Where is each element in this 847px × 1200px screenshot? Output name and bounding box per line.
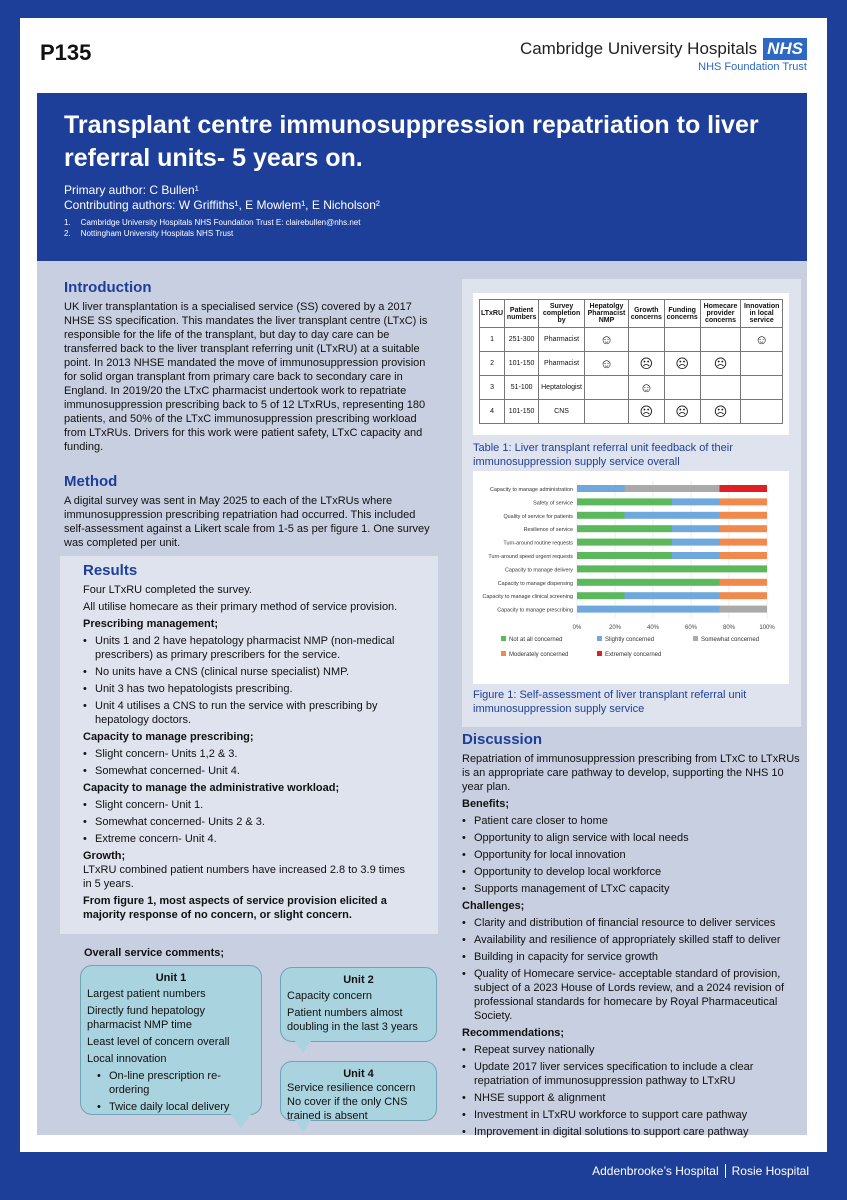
category-label: Capacity to manage administration: [490, 487, 573, 493]
list-item: • On-line prescription re-ordering: [97, 1069, 255, 1097]
table-header: Innovation in local service: [741, 300, 783, 328]
bar-segment: [720, 606, 768, 613]
category-label: Resilience of service: [523, 527, 573, 534]
poster: [20, 18, 827, 1152]
unit4-bubble: [280, 1061, 437, 1121]
self-assessment-chart: [473, 471, 789, 684]
list-item: • Patient care closer to home: [462, 814, 802, 828]
unit-cell: 4: [480, 400, 505, 424]
unit4-line: Service resilience concern: [287, 1082, 416, 1094]
unit-cell: 3: [480, 376, 505, 400]
frown-icon: ☹: [664, 400, 700, 424]
results-line: Four LTxRU completed the survey.: [83, 584, 252, 596]
table-cell: 251-300: [505, 328, 539, 352]
table-row: [480, 400, 783, 424]
introduction-section: [64, 279, 434, 454]
unit1-bullets: [97, 1069, 255, 1114]
legend-swatch: [501, 636, 506, 641]
table-cell: 101-150: [505, 352, 539, 376]
table-header: Homecare provider concerns: [700, 300, 741, 328]
table-header: Survey completion by: [539, 300, 585, 328]
capacity-list: [83, 747, 415, 778]
category-label: Capacity to manage dispensing: [497, 580, 573, 587]
list-item: • Somewhat concerned- Units 2 & 3.: [83, 815, 415, 829]
bar-segment: [577, 525, 672, 532]
discussion-title: Discussion: [462, 731, 543, 748]
table-cell: [700, 328, 741, 352]
category-label: Capacity to manage delivery: [504, 567, 573, 574]
bar-segment: [720, 498, 768, 505]
table-cell: 51-100: [505, 376, 539, 400]
list-item: • Building in capacity for service growth: [462, 950, 802, 964]
nhs-badge: NHS: [763, 38, 807, 60]
legend-label: Moderately concerned: [509, 652, 569, 658]
logo-name: Cambridge University Hospitals: [519, 39, 758, 58]
table-header: LTxRU: [480, 300, 505, 328]
table-header: Patient numbers: [505, 300, 539, 328]
list-item: • Twice daily local delivery: [97, 1100, 255, 1114]
authors: [64, 183, 780, 213]
table-cell: CNS: [539, 400, 585, 424]
unit2-line: Capacity concern: [287, 990, 372, 1002]
growth-text: LTxRU combined patient numbers have increased 2.8 to 3.9 times in 5 years.: [83, 864, 406, 890]
prescribing-title: Prescribing management;: [83, 618, 219, 630]
list-item: • Unit 3 has two hepatologists prescribing.: [83, 682, 415, 696]
unit1-line: Least level of concern overall: [87, 1036, 230, 1048]
legend-label: Slightly concerned: [605, 637, 655, 643]
bar-segment: [672, 525, 720, 532]
table-cell: [741, 400, 783, 424]
table-cell: [700, 376, 741, 400]
hospital-logo: [520, 38, 807, 73]
legend-label: Extremely concerned: [605, 652, 662, 658]
bar-segment: [720, 552, 768, 559]
chart-box: [473, 471, 789, 684]
unit2-bubble: [280, 967, 437, 1042]
list-item: • Unit 4 utilises a CNS to run the service with prescribing by hepatology doctors.: [83, 699, 415, 727]
admin-list: [83, 798, 415, 846]
unit2-title: Unit 2: [343, 974, 374, 986]
affiliation-text: Nottingham University Hospitals NHS Trust: [80, 229, 234, 238]
bar-segment: [672, 552, 720, 559]
list-item: • Repeat survey nationally: [462, 1043, 802, 1057]
table-cell: [664, 376, 700, 400]
table-cell: [741, 376, 783, 400]
bar-segment: [577, 498, 672, 505]
x-tick-label: 100%: [759, 625, 775, 631]
legend-swatch: [597, 636, 602, 641]
primary-author: Primary author: C Bullen¹: [64, 183, 199, 197]
table-row: [480, 328, 783, 352]
list-item: • Quality of Homecare service- acceptable standard of provision, subject of a 2023 House of Lords review, and a 2024 revision of professional standards for homecare by Royal Pharmaceutical Society.: [462, 967, 802, 1023]
frown-icon: ☹: [700, 400, 741, 424]
comments-title: Overall service comments;: [84, 947, 225, 959]
footer-hospital: Rosie Hospital: [731, 1164, 809, 1178]
x-tick-label: 20%: [608, 625, 622, 631]
contributing-authors: Contributing authors: W Griffiths¹, E Mowlem¹, E Nicholson²: [64, 198, 380, 212]
results-title: Results: [83, 562, 138, 579]
bar-segment: [625, 512, 720, 519]
list-item: • Slight concern- Units 1,2 & 3.: [83, 747, 415, 761]
affiliation: [64, 217, 780, 228]
figures-panel: [462, 279, 801, 727]
bar-segment: [577, 592, 625, 599]
list-item: • Improvement in digital solutions to support care pathway: [462, 1125, 802, 1139]
bar-segment: [672, 539, 720, 546]
list-item: • Update 2017 liver services specification to include a clear repatriation of immunosuppression pathway to LTxRU: [462, 1060, 802, 1088]
table-cell: Pharmacist: [539, 328, 585, 352]
bar-segment: [625, 485, 720, 492]
affiliation-num: 1.: [64, 218, 71, 227]
bar-segment: [577, 579, 720, 586]
category-label: Turn-around speed urgent requests: [488, 554, 573, 560]
list-item: • Opportunity for local innovation: [462, 848, 802, 862]
table-header-row: [480, 300, 783, 328]
growth-title: Growth;: [83, 850, 126, 862]
x-tick-label: 40%: [646, 625, 660, 631]
frown-icon: ☹: [664, 352, 700, 376]
challenges-list: [462, 916, 802, 1023]
affiliation: [64, 228, 780, 239]
table-row: [480, 376, 783, 400]
capacity-title: Capacity to manage prescribing;: [83, 731, 254, 743]
smile-icon: ☺: [628, 376, 664, 400]
bar-segment: [672, 498, 720, 505]
bar-segment: [720, 579, 768, 586]
table-row: [480, 352, 783, 376]
bar-segment: [577, 552, 672, 559]
table-cell: Heptatologist: [539, 376, 585, 400]
table-cell: [741, 352, 783, 376]
list-item: • No units have a CNS (clinical nurse specialist) NMP.: [83, 665, 415, 679]
admin-title: Capacity to manage the administrative workload;: [83, 782, 340, 794]
list-item: • NHSE support & alignment: [462, 1091, 802, 1105]
table-header: Funding concerns: [664, 300, 700, 328]
legend-swatch: [693, 636, 698, 641]
logo-trust: NHS Foundation Trust: [698, 61, 807, 73]
list-item: • Opportunity to align service with local needs: [462, 831, 802, 845]
affiliations: [64, 217, 780, 239]
recommendations-list: [462, 1043, 802, 1139]
results-summary: From figure 1, most aspects of service provision elicited a majority response of no concern, or slight concern.: [83, 895, 387, 921]
title-banner: [37, 93, 807, 261]
smile-icon: ☺: [584, 352, 628, 376]
table-header: Growth concerns: [628, 300, 664, 328]
list-item: • Availability and resilience of appropriately skilled staff to deliver: [462, 933, 802, 947]
table-cell: [664, 328, 700, 352]
method-title: Method: [64, 473, 118, 490]
list-item: • Investment in LTxRU workforce to support care pathway: [462, 1108, 802, 1122]
introduction-title: Introduction: [64, 279, 152, 296]
legend-swatch: [597, 651, 602, 656]
list-item: • Clarity and distribution of financial resource to deliver services: [462, 916, 802, 930]
list-item: • Extreme concern- Unit 4.: [83, 832, 415, 846]
poster-number: P135: [40, 40, 92, 65]
poster-body: [37, 261, 807, 1138]
results-line: All utilise homecare as their primary method of service provision.: [83, 601, 398, 613]
unit1-line: Directly fund hepatology pharmacist NMP time: [87, 1005, 206, 1031]
unit1-line: Largest patient numbers: [87, 988, 206, 1000]
bar-segment: [577, 539, 672, 546]
feedback-table: [479, 299, 783, 424]
table-body: [480, 328, 783, 424]
category-label: Turn-around routine requests: [503, 540, 573, 547]
x-tick-label: 0%: [572, 625, 582, 631]
method-section: [64, 473, 434, 550]
footer-divider: [725, 1164, 726, 1178]
affiliation-num: 2.: [64, 229, 71, 238]
introduction-text: UK liver transplantation is a specialised service (SS) covered by a 2017 NHSE SS specification. This mandates the liver transplant centre (LTxC) is responsible for the life of the transplant, but day to day care can be transferred back to the liver transplant referring unit (LTxRU) at a suitable point. In 2013 NHSE mandated the move of immunosuppression provision for solid organ transplant from primary care back to secondary care in England. In 2019/20 the LTxC pharmacist undertook work to repatriate immunosuppression prescribing back to 5 of 12 LTxRUs, representing 180 patients, and 50% of the LTxC immunosuppression prescribing workload from LTxRUs. Drivers for this work were patient safety, LTxC capacity and funding.: [64, 301, 428, 453]
bar-segment: [720, 539, 768, 546]
category-label: Capacity to manage clinical screening: [482, 594, 573, 601]
frown-icon: ☹: [628, 400, 664, 424]
bar-segment: [577, 606, 720, 613]
frown-icon: ☹: [628, 352, 664, 376]
unit4-line: No cover if the only CNS trained is absent: [287, 1096, 408, 1122]
list-item: • Somewhat concerned- Unit 4.: [83, 764, 415, 778]
table-cell: [584, 400, 628, 424]
bar-segment: [577, 485, 625, 492]
poster-title: Transplant centre immunosuppression repatriation to liver referral units- 5 years on.: [64, 111, 759, 172]
x-tick-label: 60%: [684, 625, 698, 631]
category-label: Safety of service: [533, 500, 573, 507]
bar-segment: [625, 592, 720, 599]
table-header: Hepatolgy Pharmacist NMP: [584, 300, 628, 328]
footer: [592, 1164, 809, 1178]
table-cell: 101-150: [505, 400, 539, 424]
table-cell: [584, 376, 628, 400]
bar-segment: [720, 512, 768, 519]
smile-icon: ☺: [584, 328, 628, 352]
legend-swatch: [501, 651, 506, 656]
bar-segment: [720, 525, 768, 532]
category-label: Capacity to manage prescribing: [497, 607, 573, 614]
bar-segment: [577, 512, 625, 519]
list-item: • Supports management of LTxC capacity: [462, 882, 802, 896]
unit4-title: Unit 4: [343, 1068, 374, 1080]
footer-hospital: Addenbrooke’s Hospital: [592, 1164, 719, 1178]
bar-segment: [720, 485, 768, 492]
bar-segment: [577, 565, 767, 572]
affiliation-text: Cambridge University Hospitals NHS Foundation Trust E: clairebullen@nhs.net: [80, 218, 361, 227]
discussion-section: [462, 731, 802, 1139]
table-cell: Pharmacist: [539, 352, 585, 376]
table-caption: Table 1: Liver transplant referral unit feedback of their immunosuppression supply service overall: [473, 442, 733, 468]
method-text: A digital survey was sent in May 2025 to each of the LTxRUs where immunosuppression prescribing repatriation had occurred. This included self-assessment against a Likert scale from 1-5 as per figure 1. One survey was completed per unit.: [64, 495, 430, 549]
feedback-table-box: [473, 293, 789, 435]
prescribing-list: [83, 634, 415, 727]
results-section: [60, 556, 438, 934]
benefits-list: [462, 814, 802, 896]
table-cell: [628, 328, 664, 352]
list-item: • Slight concern- Unit 1.: [83, 798, 415, 812]
bar-segment: [720, 592, 768, 599]
frown-icon: ☹: [700, 352, 741, 376]
benefits-title: Benefits;: [462, 798, 510, 810]
unit-cell: 2: [480, 352, 505, 376]
unit1-line: Local innovation: [87, 1053, 167, 1065]
unit1-title: Unit 1: [155, 972, 187, 984]
unit-cell: 1: [480, 328, 505, 352]
challenges-title: Challenges;: [462, 900, 525, 912]
unit2-line: Patient numbers almost doubling in the last 3 years: [287, 1007, 418, 1033]
list-item: • Units 1 and 2 have hepatology pharmacist NMP (non-medical prescribers) as primary prescribers for the service.: [83, 634, 415, 662]
legend-label: Not at all concerned: [509, 637, 563, 643]
legend-label: Somewhat concerned: [701, 637, 760, 643]
unit1-bubble: [80, 965, 262, 1115]
recommendations-title: Recommendations;: [462, 1027, 565, 1039]
smile-icon: ☺: [741, 328, 783, 352]
figure-caption: Figure 1: Self-assessment of liver transplant referral unit immunosuppression supply service: [473, 689, 747, 715]
x-tick-label: 80%: [722, 625, 736, 631]
discussion-text: Repatriation of immunosuppression prescribing from LTxC to LTxRUs is an appropriate care pathway to develop, supporting the NHS 10 year plan.: [462, 753, 800, 793]
category-label: Quality of service for patients: [503, 513, 573, 520]
list-item: • Opportunity to develop local workforce: [462, 865, 802, 879]
